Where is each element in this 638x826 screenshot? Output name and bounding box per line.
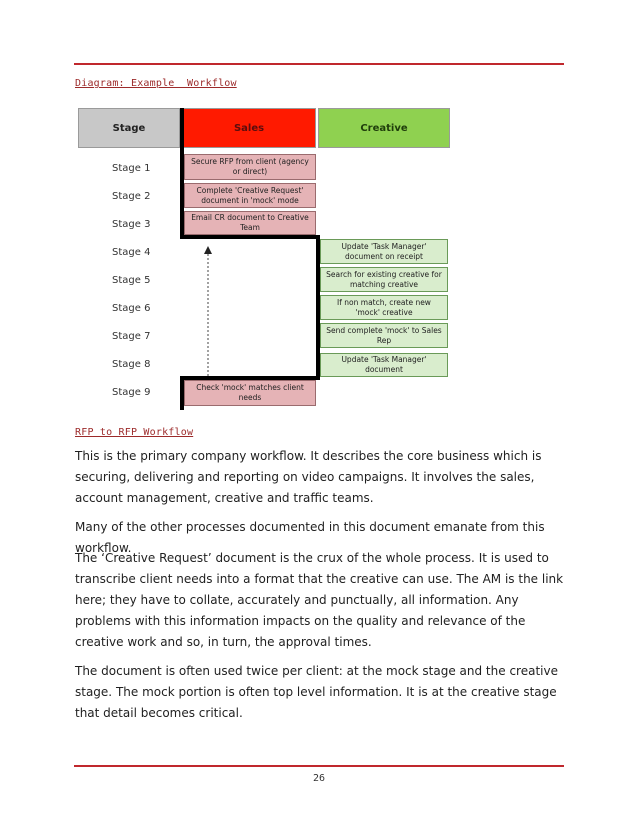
diagram-caption: Diagram: Example Workflow <box>75 78 237 89</box>
creative-column-header: Creative <box>318 108 450 148</box>
stage-label: Stage 7 <box>112 331 151 342</box>
paragraph: The document is often used twice per client: at the mock stage and the creative stage. The mock portion is often top level information. It is at the creative stage that detail becomes critical. <box>75 664 558 720</box>
stage-column-header: Stage <box>78 108 180 148</box>
workflow-diagram <box>78 106 454 410</box>
stage-label: Stage 9 <box>112 387 151 398</box>
sales-step-box: Secure RFP from client (agency or direct) <box>184 154 316 180</box>
sales-step-box: Complete 'Creative Request' document in 'mock' mode <box>184 183 316 208</box>
return-arrow-head <box>204 246 212 254</box>
footer-rule <box>74 765 564 767</box>
creative-step-box: If non match, create new 'mock' creative <box>320 295 448 320</box>
paragraph: This is the primary company workflow. It describes the core business which is securing, delivering and reporting on video campaigns. It involves the sales, account management, creative and traffic teams. <box>75 449 542 505</box>
creative-step-box: Update 'Task Manager' document <box>320 353 448 377</box>
creative-step-box: Update 'Task Manager' document on receipt <box>320 239 448 264</box>
stage-label: Stage 6 <box>112 303 151 314</box>
stage-label: Stage 4 <box>112 247 151 258</box>
stage-label: Stage 5 <box>112 275 151 286</box>
sales-step-box: Check 'mock' matches client needs <box>184 380 316 406</box>
sales-step-box: Email CR document to Creative Team <box>184 211 316 235</box>
stage-label: Stage 8 <box>112 359 151 370</box>
workflow-caption: RFP to RFP Workflow <box>75 427 194 438</box>
paragraph: Many of the other processes documented in this document emanate from this workflow. <box>75 520 545 555</box>
page-number: 26 <box>312 773 326 784</box>
stage-label: Stage 1 <box>112 163 151 174</box>
stage-label: Stage 2 <box>112 191 151 202</box>
sales-column-header: Sales <box>182 108 316 148</box>
header-rule <box>74 63 564 65</box>
creative-step-box: Send complete 'mock' to Sales Rep <box>320 323 448 348</box>
paragraph: The ‘Creative Request’ document is the crux of the whole process. It is used to transcribe client needs into a format that the creative can use. The AM is the link here; they have to collate, accurately and punctually, all information. Any problems with this information impacts on the quality and relevance of the creative work and so, in turn, the approval times. <box>75 551 564 649</box>
stage-label: Stage 3 <box>112 219 151 230</box>
creative-step-box: Search for existing creative for matching creative <box>320 267 448 292</box>
